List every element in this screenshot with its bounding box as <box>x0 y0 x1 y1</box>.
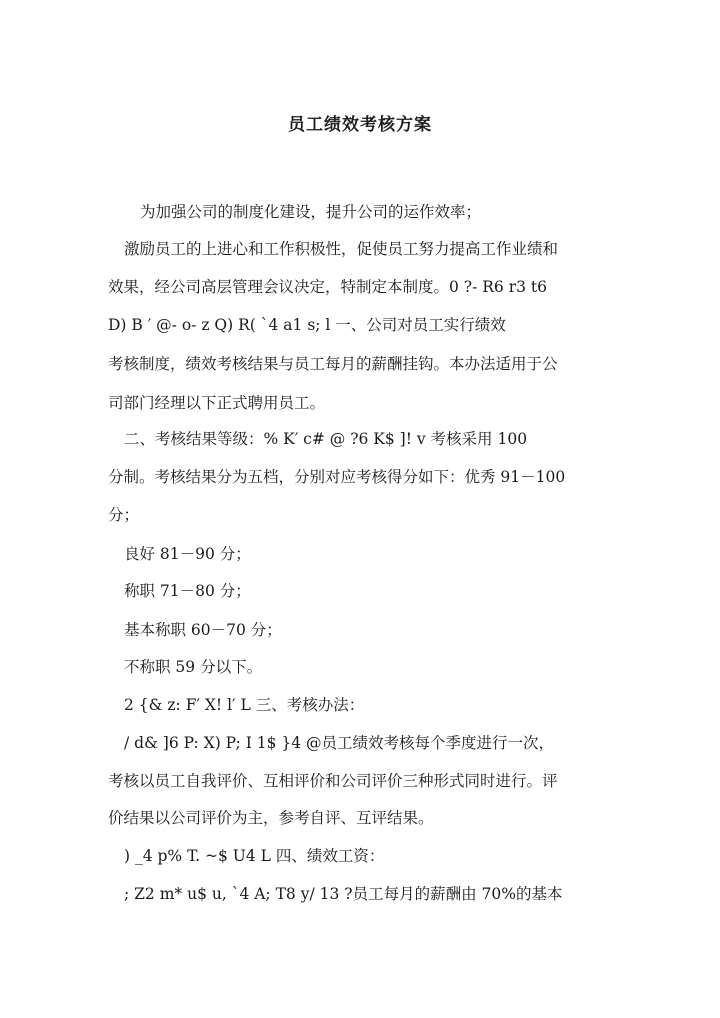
document-title: 员工绩效考核方案 <box>288 115 432 135</box>
paragraph-line: 价结果以公司评价为主，参考自评、互评结果。 <box>108 809 434 827</box>
paragraph-line: 考核以员工自我评价、互相评价和公司评价三种形式同时进行。评 <box>108 772 558 790</box>
paragraph-line: 考核制度，绩效考核结果与员工每月的薪酬挂钩。本办法适用于公 <box>108 355 558 373</box>
paragraph-line: 为加强公司的制度化建设，提升公司的运作效率； <box>140 203 482 221</box>
paragraph-line: 2 {& z: F′ X! l′ L 三、考核办法： <box>124 696 365 714</box>
paragraph-line: 分制。考核结果分为五档，分别对应考核得分如下：优秀 91－100 <box>108 468 566 486</box>
paragraph-line: 不称职 59 分以下。 <box>124 658 263 676</box>
paragraph-line: / d& ]6 P: X) P; I 1$ }4 @员工绩效考核每个季度进行一次， <box>124 734 555 752</box>
paragraph-line: 司部门经理以下正式聘用员工。 <box>108 394 326 412</box>
paragraph-line: 效果，经公司高层管理会议决定，特制定本制度。0 ?- R6 r3 t6 <box>108 278 548 296</box>
paragraph-line: 激励员工的上进心和工作积极性，促使员工努力提高工作业绩和 <box>124 240 559 258</box>
paragraph-line: ) _4 p% T. ~$ U4 L 四、绩效工资： <box>124 847 385 865</box>
paragraph-line: 二、考核结果等级：% K′ c# @ ?6 K$ ]! v 考核采用 100 <box>124 430 528 448</box>
paragraph-line: ; Z2 m* u$ u, `4 A; T8 y/ 13 ?员工每月的薪酬由 70%的基本 <box>124 885 563 903</box>
paragraph-line: 基本称职 60－70 分； <box>124 621 282 639</box>
paragraph-line: 良好 81－90 分； <box>124 545 251 563</box>
paragraph-line: 称职 71－80 分； <box>124 582 251 600</box>
paragraph-line: D) B ′ @- o- z Q) R( `4 a1 s; l 一、公司对员工实行绩效 <box>108 316 506 334</box>
paragraph-line: 分； <box>108 506 140 524</box>
